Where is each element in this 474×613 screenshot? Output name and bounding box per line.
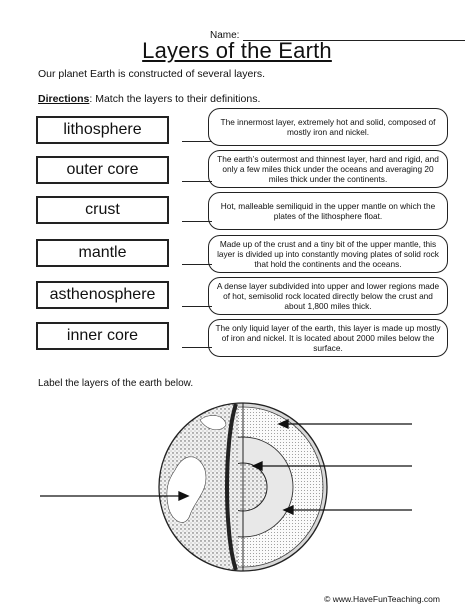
term-lithosphere: lithosphere bbox=[36, 116, 169, 144]
definition-text: Hot, malleable semiliquid in the upper mantle on which the plates of the lithosphere float. bbox=[220, 201, 436, 221]
definition-text: The only liquid layer of the earth, this layer is made up mostly of iron and nickel. It is located about 2000 miles below the surface. bbox=[215, 323, 441, 353]
label-prompt: Label the layers of the earth below. bbox=[38, 378, 194, 389]
term-asthenosphere: asthenosphere bbox=[36, 281, 169, 309]
term-inner-core: inner core bbox=[36, 322, 169, 350]
directions-label: Directions bbox=[38, 93, 90, 105]
name-label: Name: bbox=[210, 30, 240, 41]
definition-text: Made up of the crust and a tiny bit of the upper mantle, this layer is divided up into constantly moving plates of solid rock that hold the continents and the oceans. bbox=[217, 239, 439, 269]
intro-text: Our planet Earth is constructed of several layers. bbox=[38, 68, 266, 80]
term-mantle: mantle bbox=[36, 239, 169, 267]
footer-credit: © www.HaveFunTeaching.com bbox=[324, 594, 440, 604]
term-crust: crust bbox=[36, 196, 169, 224]
definition-text: The innermost layer, extremely hot and solid, composed of mostly iron and nickel. bbox=[220, 117, 436, 137]
definition-text: A dense layer subdivided into upper and lower regions made of hot, semisolid rock located directly below the crust and about 1,800 miles thick. bbox=[216, 281, 440, 311]
term-outer-core: outer core bbox=[36, 156, 169, 184]
definition-text: The earth’s outermost and thinnest layer, hard and rigid, and only a few miles thick under the oceans and averaging 20 miles thick under the continents. bbox=[217, 154, 439, 184]
page-title: Layers of the Earth bbox=[142, 38, 332, 63]
directions-text: : Match the layers to their definitions. bbox=[89, 93, 261, 105]
